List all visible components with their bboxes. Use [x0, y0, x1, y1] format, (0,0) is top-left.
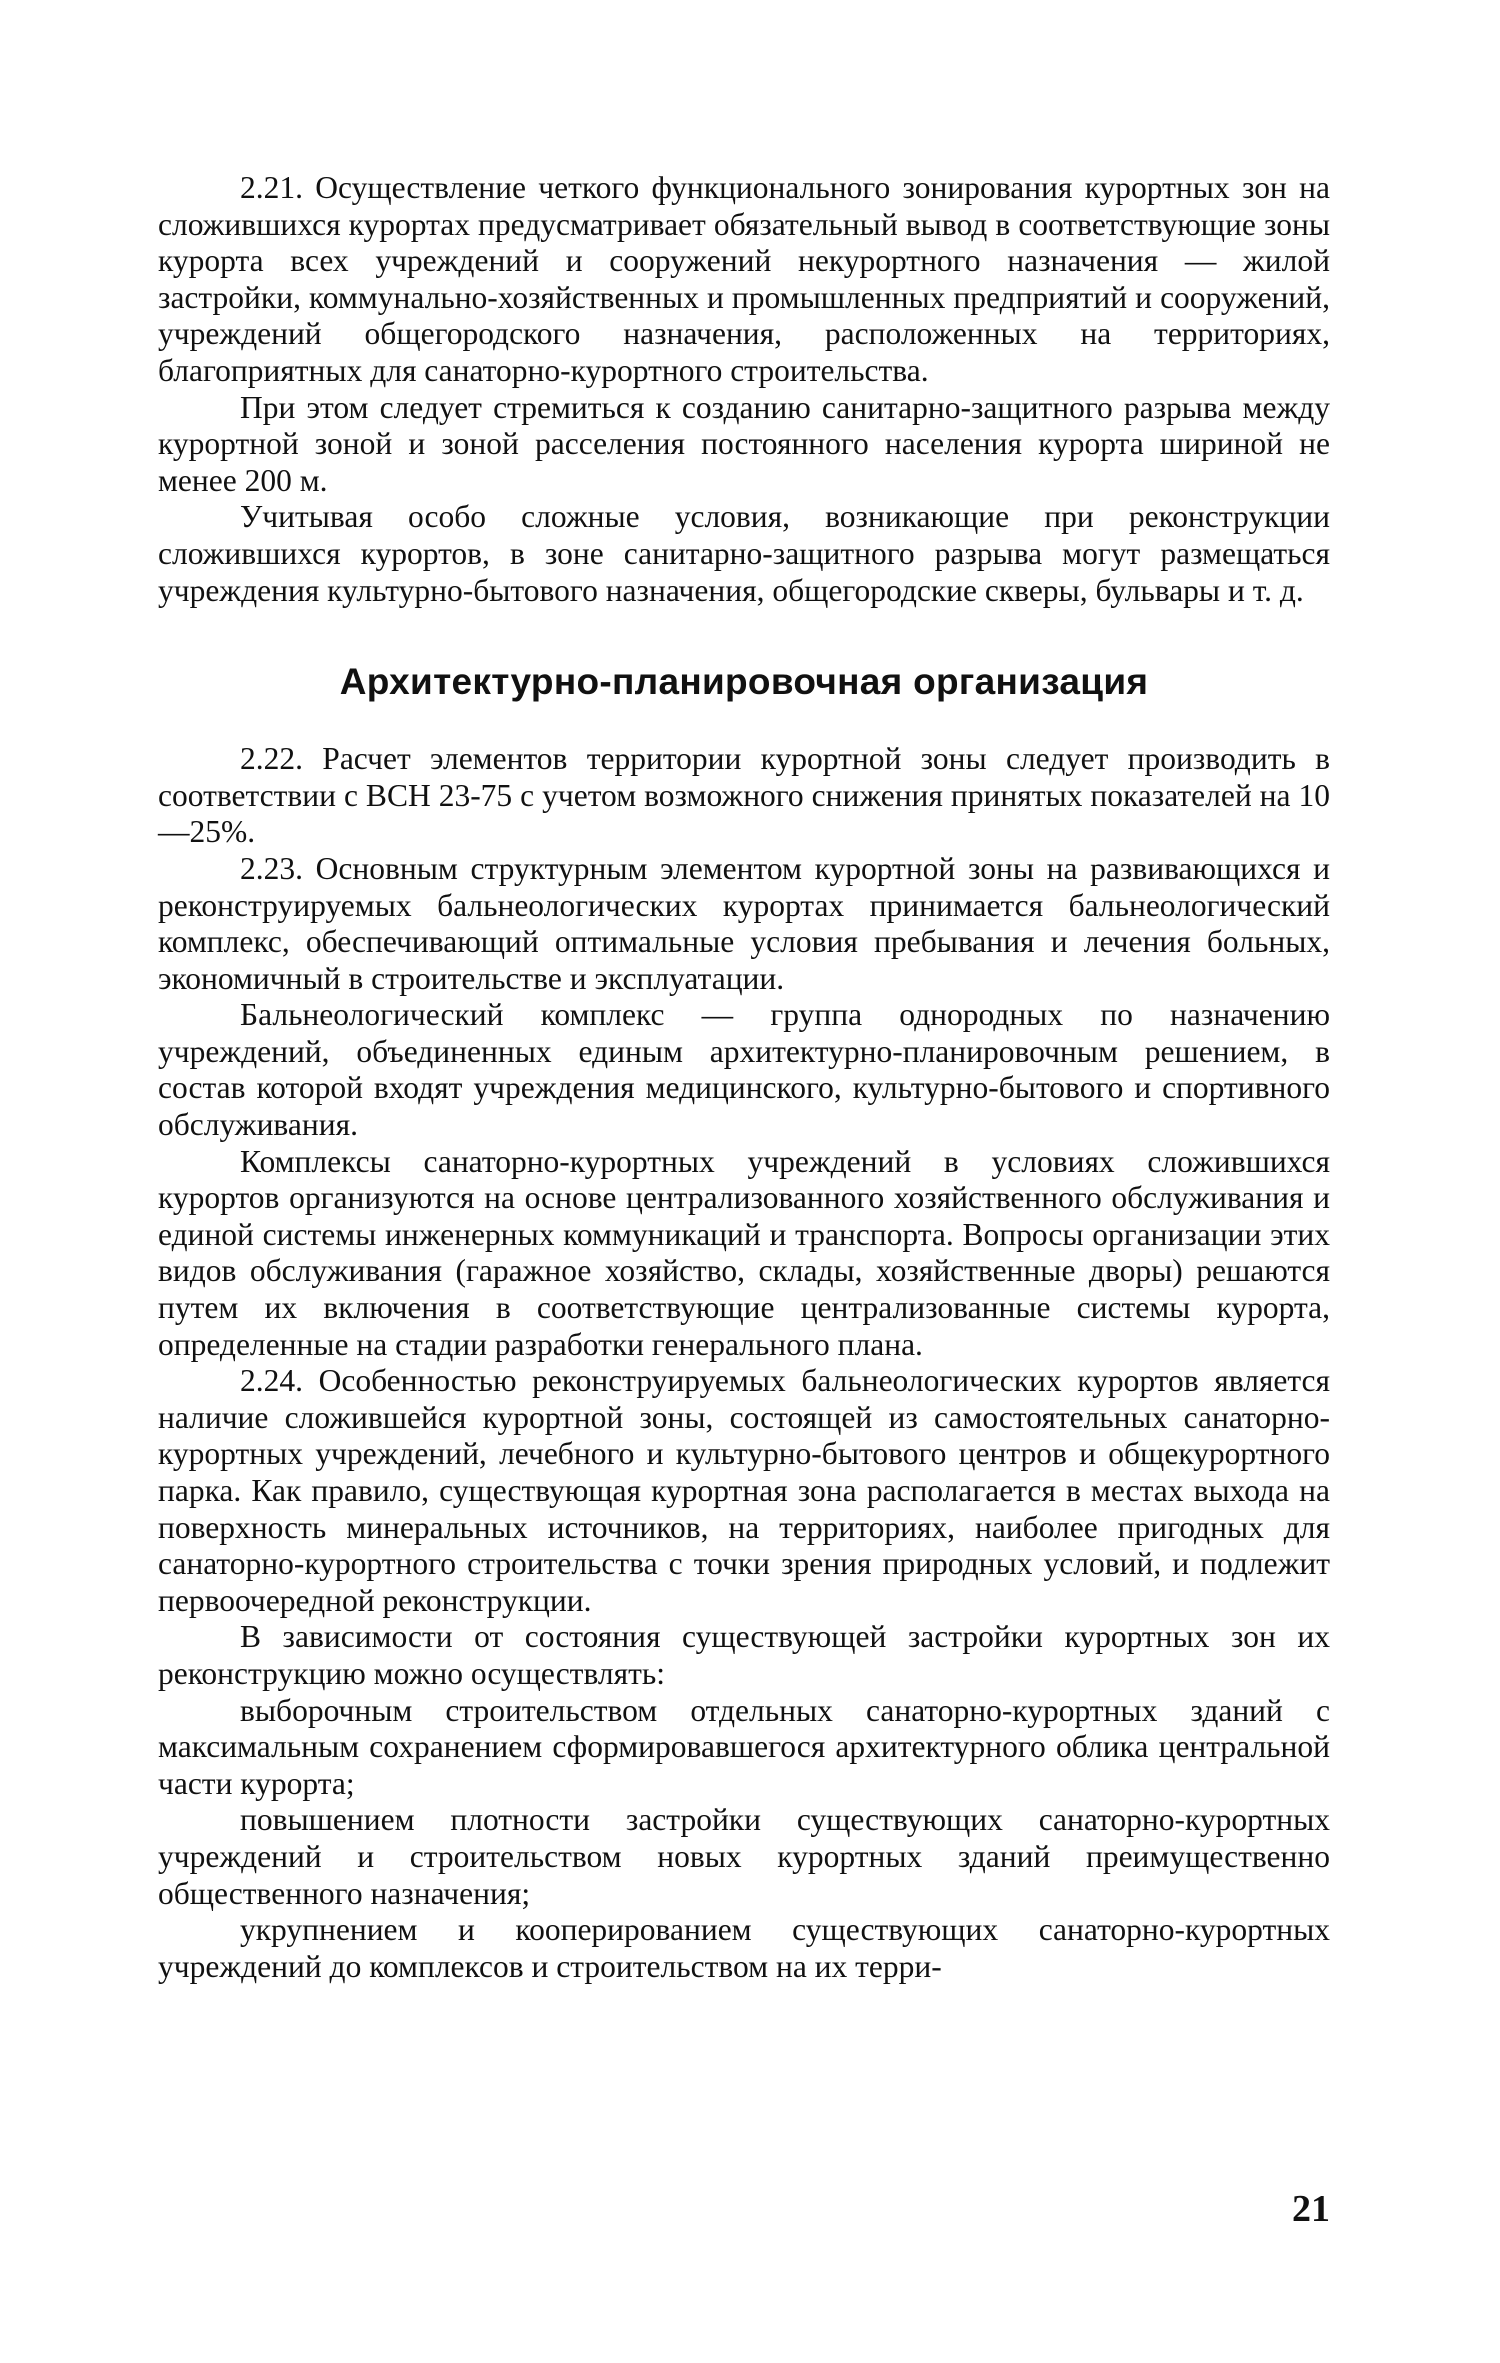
- paragraph-2-21: 2.21. Осуществление четкого функционального зонирования курортных зон на сложившихся курортах предусматривает обязательный вывод в соответствующие зоны курорта всех учреждений и сооружений некурортного назначения — жилой застройки, коммунально-хозяйственных и промышленных предприятий и сооружений, учреждений общегородского назначения, расположенных на территориях, благоприятных для санаторно-курортного строительства.: [158, 170, 1330, 388]
- section-heading: Архитектурно-планировочная организация: [339, 661, 1149, 703]
- paragraph-reconstruction-conditions: Учитывая особо сложные условия, возникающие при реконструкции сложившихся курортов, в зоне санитарно-защитного разрыва могут размещаться учреждения культурно-бытового назначения, общегородские скверы, бульвары и т. д.: [158, 499, 1330, 608]
- paragraph-2-23: 2.23. Основным структурным элементом курортной зоны на развивающихся и реконструируемых бальнеологических курортах принимается бальнеологический комплекс, обеспечивающий оптимальные условия пребывания и лечения больных, экономичный в строительстве и эксплуатации.: [158, 850, 1330, 996]
- paragraph-reconstruction-methods: В зависимости от состояния существующей застройки курортных зон их реконструкцию можно осуществлять:: [158, 1619, 1330, 1691]
- paragraph-2-24: 2.24. Особенностью реконструируемых бальнеологических курортов является наличие сложившейся курортной зоны, состоящей из самостоятельных санаторно-курортных учреждений, лечебного и культурно-бытового центров и общекурортного парка. Как правило, существующая курортная зона располагается в местах выхода на поверхность минеральных источников, на территориях, наиболее пригодных для санаторно-курортного строительства с точки зрения природных условий, и подлежит первоочередной реконструкции.: [158, 1363, 1330, 1618]
- page-number: 21: [1292, 2188, 1330, 2230]
- list-item-selective-construction: выборочным строительством отдельных санаторно-курортных зданий с максимальным сохранением сформировавшегося архитектурного облика центральной части курорта;: [158, 1692, 1330, 1801]
- list-item-density-increase: повышением плотности застройки существующих санаторно-курортных учреждений и строительством новых курортных зданий преимущественно общественного назначения;: [158, 1802, 1330, 1911]
- paragraph-2-22: 2.22. Расчет элементов территории курортной зоны следует производить в соответствии с ВСН 23-75 с учетом возможного снижения принятых показателей на 10—25%.: [158, 741, 1330, 850]
- list-item-consolidation: укрупнением и кооперированием существующих санаторно-курортных учреждений до комплексов и строительством на их терри-: [158, 1912, 1330, 1984]
- paragraph-balneological-complex: Бальнеологический комплекс — группа однородных по назначению учреждений, объединенных единым архитектурно-планировочным решением, в состав которой входят учреждения медицинского, культурно-бытового и спортивного обслуживания.: [158, 997, 1330, 1143]
- paragraph-sanitary-gap: При этом следует стремиться к созданию санитарно-защитного разрыва между курортной зоной и зоной расселения постоянного населения курорта шириной не менее 200 м.: [158, 389, 1330, 498]
- paragraph-complexes: Комплексы санаторно-курортных учреждений в условиях сложившихся курортов организуются на основе централизованного хозяйственного обслуживания и единой системы инженерных коммуникаций и транспорта. Вопросы организации этих видов обслуживания (гаражное хозяйство, склады, хозяйственные дворы) решаются путем их включения в соответствующие централизованные системы курорта, определенные на стадии разработки генерального плана.: [158, 1143, 1330, 1362]
- page-body: [158, 170, 1330, 1985]
